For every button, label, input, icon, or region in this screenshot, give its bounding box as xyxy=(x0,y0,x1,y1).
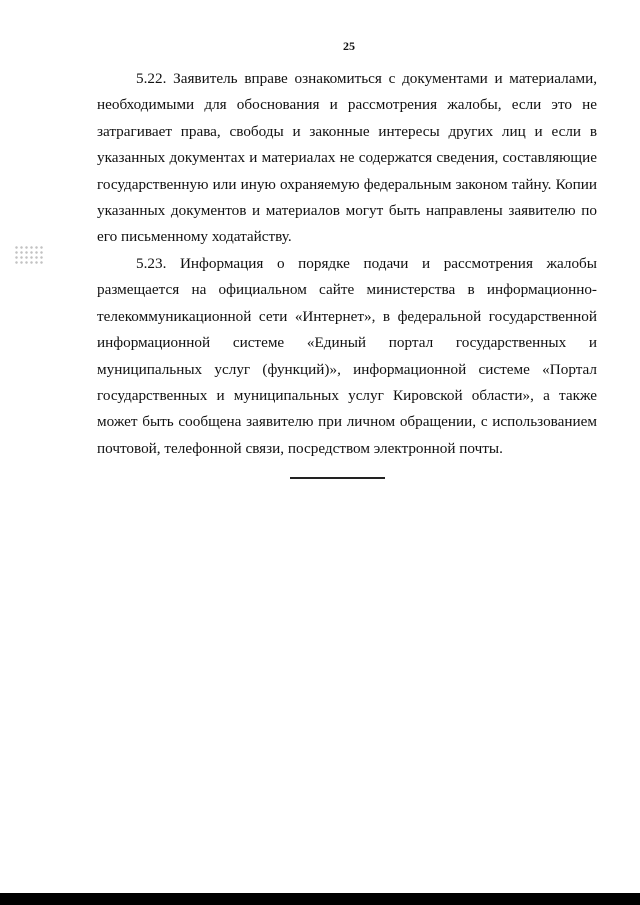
text-line: его письменному ходатайству. xyxy=(97,228,292,246)
text-line: необходимыми для обоснования и рассмотрения жалобы, если это не xyxy=(97,96,597,114)
end-divider xyxy=(290,477,385,479)
text-line: муниципальных услуг (функций)», информационной системе «Портал xyxy=(97,360,597,378)
paragraph-5-22 xyxy=(97,66,597,251)
text-line: почтовой, телефонной связи, посредством электронной почты. xyxy=(97,439,503,457)
scan-artifact xyxy=(14,245,44,265)
text-line: 5.22. Заявитель вправе ознакомиться с документами и материалами, xyxy=(136,70,597,87)
text-line: размещается на официальном сайте министерства в информационно- xyxy=(97,281,597,299)
text-line: информационной системе «Единый портал государственных и xyxy=(97,334,597,352)
text-line: государственную или иную охраняемую федеральным законом тайну. Копии xyxy=(97,175,597,193)
text-line: 5.23. Информация о порядке подачи и рассмотрения жалобы xyxy=(136,255,597,272)
paragraph-5-23 xyxy=(97,251,597,462)
text-line: указанных документов и материалов могут быть направлены заявителю по xyxy=(97,201,597,219)
text-line: затрагивает права, свободы и законные интересы других лиц и если в xyxy=(97,122,597,140)
text-line: государственных и муниципальных услуг Кировской области», а также xyxy=(97,386,597,404)
text-line: указанных документах и материалах не содержатся сведения, составляющие xyxy=(97,149,597,167)
text-line: телекоммуникационной сети «Интернет», в федеральной государственной xyxy=(97,307,597,325)
text-line: может быть сообщена заявителю при личном обращении, с использованием xyxy=(97,413,597,431)
scan-bottom-border xyxy=(0,893,640,905)
page-number: 25 xyxy=(343,39,355,53)
